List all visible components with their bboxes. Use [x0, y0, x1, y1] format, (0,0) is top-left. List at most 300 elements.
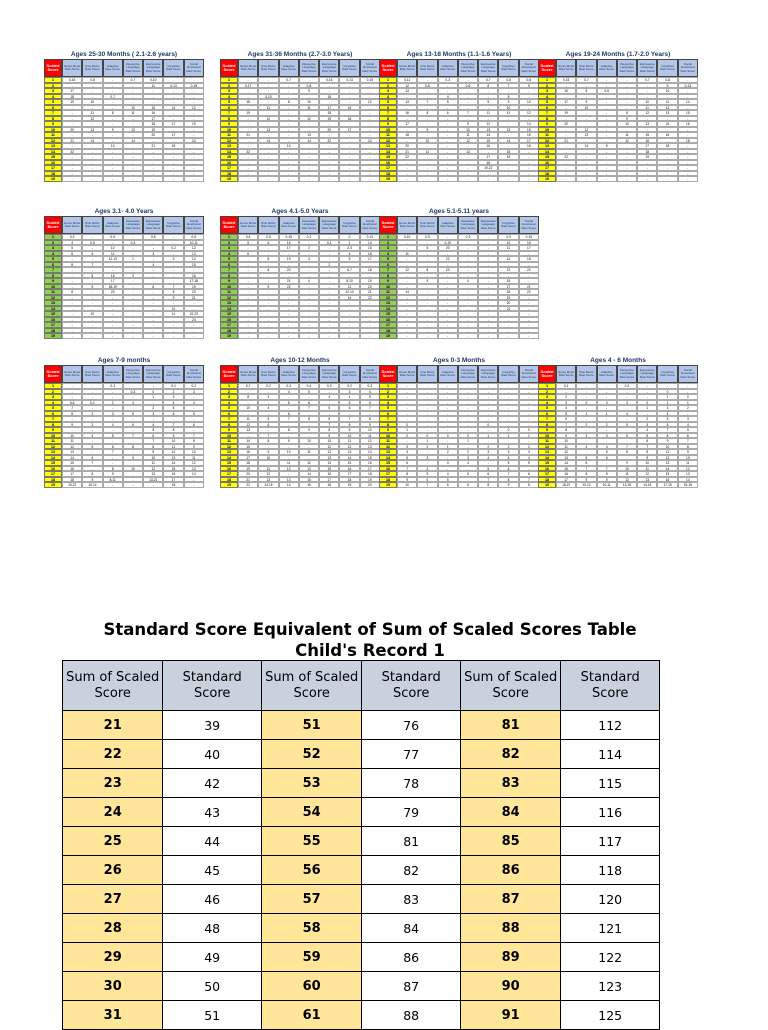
- raw-score-cell: 13: [478, 127, 498, 133]
- raw-score-cell: -: [519, 116, 539, 122]
- scaled-score-cell: 6: [538, 411, 556, 417]
- scaled-score-cell: 17: [44, 471, 62, 477]
- standard-table-row: [63, 856, 660, 885]
- scaled-score-cell: 8: [379, 116, 397, 122]
- raw-score-cell: -: [258, 121, 278, 127]
- sum-of-scaled-score-cell: 52: [261, 740, 361, 769]
- raw-score-cell: -: [279, 300, 299, 306]
- raw-score-cell: 6: [617, 433, 637, 439]
- raw-score-cell: -: [299, 322, 319, 328]
- raw-score-cell: -: [82, 383, 102, 389]
- raw-score-cell: -: [576, 427, 596, 433]
- scaled-score-cell: 8: [44, 422, 62, 428]
- raw-score-cell: 19: [556, 110, 576, 116]
- raw-score-cell: 12: [657, 105, 677, 111]
- raw-score-cell: 12: [143, 466, 163, 472]
- raw-score-cell: -: [458, 116, 478, 122]
- standard-table-row: [63, 827, 660, 856]
- raw-score-cell: 10-14: [82, 482, 102, 488]
- raw-score-cell: 2-3: [339, 245, 359, 251]
- scaled-score-header: Scaled Score: [379, 216, 397, 234]
- raw-score-cell: 10: [576, 105, 596, 111]
- raw-score-column-header: Cognitive Raw Score: [163, 216, 183, 234]
- raw-score-cell: -: [339, 88, 359, 94]
- scaled-score-cell: 5: [220, 405, 238, 411]
- raw-score-cell: 0-1: [82, 400, 102, 406]
- raw-score-cell: 11: [279, 460, 299, 466]
- raw-score-cell: -: [143, 306, 163, 312]
- raw-score-cell: -: [103, 99, 123, 105]
- raw-score-cell: 16: [556, 471, 576, 477]
- raw-score-cell: -: [184, 171, 204, 177]
- raw-score-cell: -: [438, 427, 458, 433]
- raw-score-column-header: Receptive Language Raw Score: [299, 59, 319, 77]
- raw-score-cell: 14: [258, 138, 278, 144]
- standard-table-row: [63, 740, 660, 769]
- raw-score-cell: 4: [319, 394, 339, 400]
- raw-score-cell: -: [360, 273, 380, 279]
- raw-score-cell: 0-13: [360, 234, 380, 240]
- raw-score-cell: 16: [103, 273, 123, 279]
- header-standard-1: Standard Score: [163, 661, 262, 711]
- raw-score-cell: -: [617, 77, 637, 83]
- raw-score-cell: -: [438, 306, 458, 312]
- raw-score-cell: -: [678, 127, 698, 133]
- scaled-score-cell: 5: [538, 99, 556, 105]
- raw-score-cell: 1: [678, 400, 698, 406]
- scaled-score-cell: 19: [44, 333, 62, 339]
- raw-score-cell: 18: [143, 121, 163, 127]
- raw-score-cell: 2: [597, 422, 617, 428]
- raw-score-column-header: Receptive Language Raw Score: [299, 216, 319, 234]
- raw-score-cell: -: [438, 83, 458, 89]
- raw-score-cell: 3: [657, 405, 677, 411]
- raw-score-cell: -: [637, 411, 657, 417]
- standard-score-cell: 112: [561, 711, 660, 740]
- raw-score-column-header: Adaptive Raw Score: [103, 365, 123, 383]
- raw-score-cell: 0-3: [123, 240, 143, 246]
- raw-score-cell: -: [103, 455, 123, 461]
- scaled-score-cell: 12: [220, 444, 238, 450]
- scaled-score-cell: 2: [220, 389, 238, 395]
- raw-score-cell: -: [62, 116, 82, 122]
- raw-score-cell: -: [82, 333, 102, 339]
- raw-score-cell: -: [597, 405, 617, 411]
- raw-score-cell: -: [123, 394, 143, 400]
- raw-score-cell: -: [299, 154, 319, 160]
- raw-score-cell: -: [319, 278, 339, 284]
- scaled-score-cell: 4: [379, 251, 397, 257]
- raw-score-row: [220, 176, 380, 182]
- raw-score-cell: 6: [438, 110, 458, 116]
- sum-of-scaled-score-cell: 26: [63, 856, 163, 885]
- raw-score-cell: 5: [678, 427, 698, 433]
- raw-score-cell: -: [576, 94, 596, 100]
- raw-score-cell: 3: [417, 455, 437, 461]
- raw-score-cell: -: [62, 154, 82, 160]
- raw-score-cell: -: [339, 300, 359, 306]
- raw-score-column-header: Gross Motor Raw Score: [556, 365, 576, 383]
- scaled-score-cell: 7: [220, 267, 238, 273]
- scaled-score-cell: 7: [44, 267, 62, 273]
- raw-score-cell: 9: [617, 460, 637, 466]
- raw-score-table: [379, 50, 539, 182]
- raw-score-cell: -: [319, 289, 339, 295]
- raw-score-cell: 0-10: [143, 77, 163, 83]
- scaled-score-cell: 5: [379, 405, 397, 411]
- raw-score-cell: -: [62, 328, 82, 334]
- raw-score-cell: -: [478, 311, 498, 317]
- raw-score-table: [379, 356, 539, 488]
- raw-score-cell: -: [498, 394, 518, 400]
- raw-score-cell: 0: [339, 234, 359, 240]
- raw-score-cell: 11: [184, 455, 204, 461]
- scaled-score-cell: 15: [379, 311, 397, 317]
- scaled-score-cell: 14: [44, 306, 62, 312]
- scaled-score-header: Scaled Score: [220, 59, 238, 77]
- scaled-score-cell: 15: [44, 154, 62, 160]
- scaled-score-header: Scaled Score: [538, 59, 556, 77]
- raw-score-cell: 21: [519, 284, 539, 290]
- scaled-score-cell: 10: [379, 127, 397, 133]
- raw-score-cell: 0-3: [438, 77, 458, 83]
- scaled-score-cell: 8: [220, 273, 238, 279]
- raw-score-cell: -: [184, 328, 204, 334]
- raw-score-cell: 20: [319, 127, 339, 133]
- raw-score-cell: 8-11: [103, 477, 123, 483]
- raw-score-cell: 0-3: [319, 383, 339, 389]
- raw-score-row: [538, 482, 698, 488]
- raw-score-cell: -: [258, 306, 278, 312]
- raw-score-cell: -: [438, 251, 458, 257]
- raw-score-cell: -: [637, 165, 657, 171]
- raw-score-cell: 2: [576, 422, 596, 428]
- raw-score-column-header: Cognitive Raw Score: [498, 365, 518, 383]
- raw-score-cell: -: [397, 94, 417, 100]
- raw-score-cell: -: [103, 176, 123, 182]
- raw-score-cell: -: [519, 466, 539, 472]
- raw-score-cell: -: [576, 438, 596, 444]
- raw-score-cell: 15: [678, 110, 698, 116]
- raw-score-cell: -: [163, 262, 183, 268]
- raw-score-cell: 15: [184, 262, 204, 268]
- raw-score-cell: 15: [519, 127, 539, 133]
- raw-score-cell: -: [360, 311, 380, 317]
- raw-score-cell: 20: [397, 143, 417, 149]
- raw-score-cell: 0-1: [163, 383, 183, 389]
- raw-score-cell: -: [184, 165, 204, 171]
- scaled-score-cell: 11: [538, 132, 556, 138]
- raw-score-cell: -: [417, 116, 437, 122]
- raw-score-cell: -: [519, 295, 539, 301]
- raw-score-cell: 1: [438, 444, 458, 450]
- raw-score-cell: -: [397, 394, 417, 400]
- raw-score-cell: 7: [417, 99, 437, 105]
- raw-score-cell: -: [678, 132, 698, 138]
- raw-score-cell: -: [498, 176, 518, 182]
- raw-score-cell: -: [458, 251, 478, 257]
- raw-score-cell: -: [498, 121, 518, 127]
- raw-score-cell: 0-2: [258, 383, 278, 389]
- raw-score-cell: -: [163, 273, 183, 279]
- title-line-2: Child's Record 1: [295, 641, 445, 660]
- raw-score-cell: -: [319, 273, 339, 279]
- raw-score-column-header: Social Emotional Raw Score: [519, 216, 539, 234]
- raw-score-cell: -: [556, 94, 576, 100]
- raw-score-cell: 5: [438, 477, 458, 483]
- raw-score-cell: -: [238, 154, 258, 160]
- raw-score-cell: -: [319, 311, 339, 317]
- raw-score-cell: -: [478, 273, 498, 279]
- raw-score-cell: -: [438, 132, 458, 138]
- raw-score-cell: -: [143, 256, 163, 262]
- raw-score-cell: -: [458, 262, 478, 268]
- raw-score-cell: -: [258, 83, 278, 89]
- raw-score-cell: 5: [163, 405, 183, 411]
- raw-score-cell: 7: [597, 466, 617, 472]
- raw-score-cell: -: [498, 311, 518, 317]
- raw-score-cell: 4: [498, 455, 518, 461]
- raw-score-cell: -: [438, 383, 458, 389]
- raw-score-cell: -: [637, 394, 657, 400]
- raw-score-cell: 6: [556, 416, 576, 422]
- raw-score-cell: -: [103, 267, 123, 273]
- raw-score-cell: -: [82, 416, 102, 422]
- raw-score-cell: -: [163, 322, 183, 328]
- raw-score-table-title: Ages 25-30 Months ( 2.1-2.6 years): [70, 51, 178, 58]
- raw-score-cell: -: [319, 389, 339, 395]
- scaled-score-cell: 6: [379, 411, 397, 417]
- raw-score-cell: -: [438, 466, 458, 472]
- raw-score-cell: 5: [556, 411, 576, 417]
- scaled-score-cell: 16: [379, 160, 397, 166]
- raw-score-cell: 16: [478, 143, 498, 149]
- raw-score-cell: -: [299, 289, 319, 295]
- raw-score-cell: -: [438, 416, 458, 422]
- raw-score-cell: -: [360, 176, 380, 182]
- scaled-score-cell: 8: [379, 273, 397, 279]
- raw-score-cell: -: [576, 116, 596, 122]
- raw-score-table: [44, 207, 204, 339]
- raw-score-cell: -: [238, 121, 258, 127]
- raw-score-cell: 4: [299, 278, 319, 284]
- scaled-score-cell: 11: [538, 438, 556, 444]
- raw-score-column-header: Adaptive Raw Score: [279, 216, 299, 234]
- raw-score-cell: -: [617, 127, 637, 133]
- raw-score-cell: -: [238, 333, 258, 339]
- raw-score-cell: -: [238, 300, 258, 306]
- scaled-score-cell: 15: [220, 460, 238, 466]
- raw-score-column-header: Cognitive Raw Score: [339, 365, 359, 383]
- raw-score-cell: -: [143, 267, 163, 273]
- standard-score-cell: 87: [362, 972, 461, 1001]
- raw-score-cell: -: [617, 88, 637, 94]
- raw-score-cell: 11: [258, 466, 278, 472]
- raw-score-cell: -: [103, 394, 123, 400]
- raw-score-cell: 20: [143, 132, 163, 138]
- raw-score-cell: -: [417, 154, 437, 160]
- raw-score-cell: -: [238, 138, 258, 144]
- raw-score-cell: -: [238, 389, 258, 395]
- raw-score-cell: 6: [319, 416, 339, 422]
- standard-table-row: [63, 885, 660, 914]
- raw-score-cell: 12: [360, 99, 380, 105]
- raw-score-cell: -: [123, 132, 143, 138]
- raw-score-cell: -: [339, 165, 359, 171]
- raw-score-cell: -: [258, 154, 278, 160]
- raw-score-cell: -: [458, 311, 478, 317]
- raw-score-cell: 13: [458, 149, 478, 155]
- raw-score-cell: -: [617, 416, 637, 422]
- raw-score-cell: 9: [62, 422, 82, 428]
- raw-score-cell: 19: [339, 482, 359, 488]
- sum-of-scaled-score-cell: 21: [63, 711, 163, 740]
- raw-score-cell: -: [438, 234, 458, 240]
- raw-score-cell: -: [163, 328, 183, 334]
- raw-score-cell: 8: [397, 471, 417, 477]
- raw-score-cell: -: [597, 127, 617, 133]
- raw-score-cell: 8: [258, 438, 278, 444]
- raw-score-cell: -: [360, 165, 380, 171]
- raw-score-cell: -: [319, 160, 339, 166]
- sum-of-scaled-score-cell: 81: [460, 711, 560, 740]
- raw-score-cell: -: [417, 176, 437, 182]
- raw-score-cell: -: [319, 154, 339, 160]
- raw-score-cell: 20: [279, 267, 299, 273]
- scaled-score-cell: 4: [220, 400, 238, 406]
- raw-score-cell: -: [62, 394, 82, 400]
- raw-score-cell: -: [678, 165, 698, 171]
- raw-score-cell: 0-6: [143, 234, 163, 240]
- raw-score-cell: -: [82, 105, 102, 111]
- raw-score-cell: 2: [678, 405, 698, 411]
- raw-score-column-header: Expressive Language Raw Score: [319, 216, 339, 234]
- scaled-score-cell: 13: [44, 300, 62, 306]
- raw-score-cell: 2: [458, 449, 478, 455]
- scaled-score-cell: 1: [538, 77, 556, 83]
- raw-score-cell: 20: [103, 289, 123, 295]
- sum-of-scaled-score-cell: 82: [460, 740, 560, 769]
- scaled-score-cell: 9: [220, 121, 238, 127]
- scaled-score-cell: 14: [538, 455, 556, 461]
- raw-score-cell: 8: [103, 466, 123, 472]
- raw-score-cell: 8: [82, 471, 102, 477]
- raw-score-cell: -: [498, 273, 518, 279]
- raw-score-cell: 11: [657, 449, 677, 455]
- raw-score-cell: 18: [657, 143, 677, 149]
- raw-score-cell: 7: [184, 433, 204, 439]
- raw-score-cell: -: [184, 116, 204, 122]
- raw-score-cell: 0-15: [519, 234, 539, 240]
- raw-score-cell: 6: [163, 411, 183, 417]
- scaled-score-cell: 18: [44, 171, 62, 177]
- raw-score-cell: 21: [498, 306, 518, 312]
- raw-score-cell: 19: [238, 110, 258, 116]
- raw-score-cell: -: [143, 383, 163, 389]
- raw-score-cell: -: [498, 411, 518, 417]
- raw-score-cell: -: [519, 400, 539, 406]
- raw-score-cell: -: [498, 328, 518, 334]
- raw-score-cell: -: [339, 110, 359, 116]
- raw-score-row: [538, 176, 698, 182]
- raw-score-cell: -: [597, 165, 617, 171]
- raw-score-cell: 5: [62, 245, 82, 251]
- raw-score-cell: 2: [498, 444, 518, 450]
- raw-score-cell: -: [103, 405, 123, 411]
- raw-score-cell: -: [438, 176, 458, 182]
- scaled-score-cell: 19: [220, 482, 238, 488]
- raw-score-cell: 12: [299, 116, 319, 122]
- raw-score-cell: -: [123, 416, 143, 422]
- raw-score-cell: 5: [438, 99, 458, 105]
- raw-score-cell: 11: [319, 444, 339, 450]
- raw-score-cell: -: [299, 267, 319, 273]
- raw-score-cell: -: [238, 284, 258, 290]
- raw-score-cell: -: [498, 116, 518, 122]
- raw-score-cell: 7: [143, 438, 163, 444]
- raw-score-cell: 15: [339, 460, 359, 466]
- raw-score-cell: -: [103, 295, 123, 301]
- raw-score-cell: -: [103, 416, 123, 422]
- raw-score-cell: 0-3: [279, 383, 299, 389]
- raw-score-cell: -: [458, 306, 478, 312]
- sum-of-scaled-score-cell: 88: [460, 914, 560, 943]
- raw-score-cell: -: [62, 267, 82, 273]
- raw-score-cell: -: [597, 99, 617, 105]
- raw-score-cell: 11: [123, 110, 143, 116]
- raw-score-cell: 17: [163, 121, 183, 127]
- raw-score-cell: 8: [417, 267, 437, 273]
- raw-score-cell: -: [657, 165, 677, 171]
- raw-score-cell: -: [258, 328, 278, 334]
- scaled-score-cell: 13: [220, 449, 238, 455]
- raw-score-cell: -: [184, 427, 204, 433]
- raw-score-cell: -: [438, 311, 458, 317]
- scaled-score-cell: 5: [44, 256, 62, 262]
- raw-score-cell: -: [637, 127, 657, 133]
- raw-score-cell: 5: [82, 444, 102, 450]
- raw-score-cell: 15: [238, 444, 258, 450]
- raw-score-cell: 17-18: [184, 278, 204, 284]
- raw-score-cell: 6: [123, 422, 143, 428]
- raw-score-cell: -: [279, 405, 299, 411]
- raw-score-cell: 0-7: [123, 77, 143, 83]
- raw-score-cell: -: [82, 306, 102, 312]
- raw-score-cell: 0-8: [657, 77, 677, 83]
- raw-score-cell: 8: [678, 444, 698, 450]
- raw-score-cell: 0-7: [238, 383, 258, 389]
- raw-score-cell: -: [279, 262, 299, 268]
- raw-score-cell: -: [279, 94, 299, 100]
- scaled-score-cell: 1: [220, 383, 238, 389]
- raw-score-cell: 2: [657, 400, 677, 406]
- raw-score-table-title: Ages 31-36 Months (2.7-3.0 Years): [247, 51, 353, 58]
- raw-score-cell: 7: [417, 482, 437, 488]
- raw-score-cell: -: [103, 306, 123, 312]
- raw-score-cell: 0-5: [82, 240, 102, 246]
- raw-score-cell: -: [360, 411, 380, 417]
- raw-score-cell: -: [62, 273, 82, 279]
- raw-score-cell: -: [339, 322, 359, 328]
- raw-score-cell: 7: [319, 422, 339, 428]
- raw-score-cell: -: [238, 311, 258, 317]
- scaled-score-cell: 9: [220, 278, 238, 284]
- raw-score-cell: 20: [519, 267, 539, 273]
- raw-score-cell: -: [478, 94, 498, 100]
- raw-score-cell: 12: [617, 477, 637, 483]
- raw-score-cell: -: [103, 132, 123, 138]
- scaled-score-cell: 7: [379, 110, 397, 116]
